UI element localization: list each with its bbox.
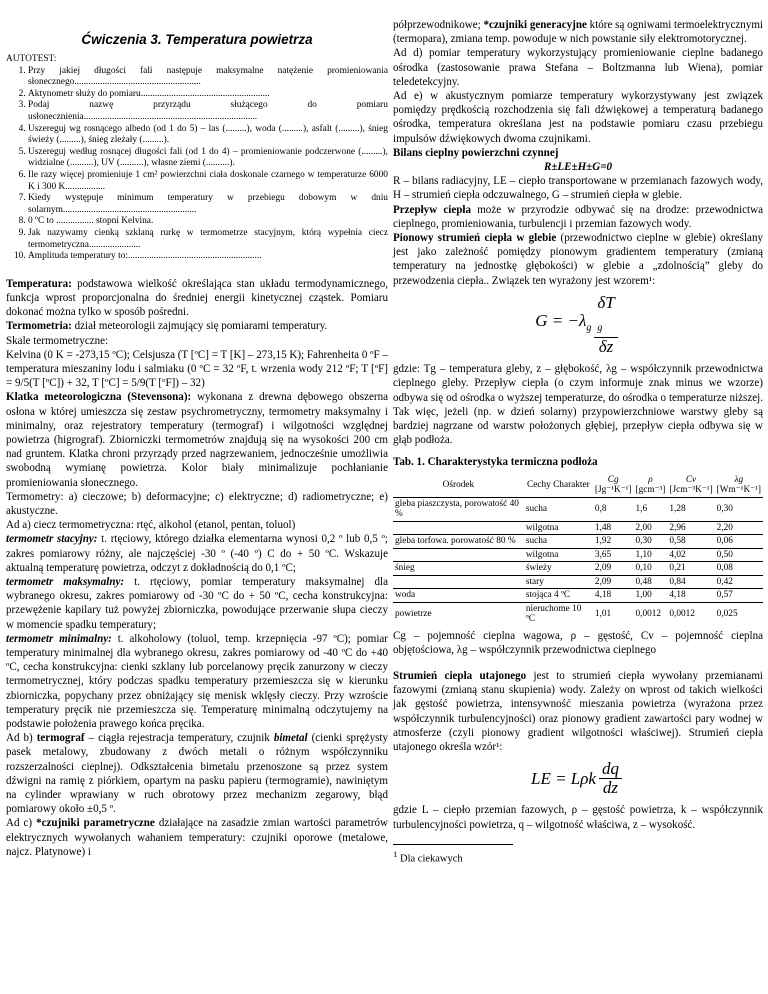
cell-cv: 0,84 [667, 575, 714, 589]
cell-cv: 4,02 [667, 548, 714, 562]
col-rho: ρ [gcm⁻³] [635, 474, 666, 496]
heat-balance-heading: Bilans cieplny powierzchni czynnej [393, 146, 559, 159]
cell-medium: woda [393, 589, 524, 603]
col-lambda: λg [Wm⁻¹K⁻¹] [716, 474, 761, 496]
autotest-section [6, 54, 388, 263]
temperature-definition: Temperatura: podstawowa wielkość określająca stan układu termodynamicznego, funkcja wprost proporcjonalna do średniej energii kinetycznej cząstek. Pomiaru dokonać można tylko w sposób pośredni. [6, 277, 388, 319]
autotest-question: 8. 0 ºC to ................ stopni Kelvina. [28, 216, 388, 228]
min-thermometer: termometr minimalny: t. alkoholowy (toluol, temp. krzepnięcia -97 ºC); pomiar temperatury minimalnej dla wybranego okresu, zakres pomiarowy od -40 ºC do +40 ºC, cecha konstrukcyjna: cienki szklany lub porcelanowy pręcik zanurzony w cieczy termometrycznej, który podczas spadku temperatury przemieszcza się w kierunku zbiorniczka, popychany przez obniżający się menisk wklęsły cieczy. Przy wzroście temperatury pręcik nie przemieszcza się. Temperaturę minimalną odczytujemy na podstawie położenia prawego końca pręcika. [6, 632, 388, 730]
right-column [393, 18, 763, 866]
thermograph-text: Ad b) termograf – ciągła rejestracja temperatury, czujnik bimetal (cienki sprężysty pasek metalowy, zbudowany z dwóch metali o różnym współczynniku rozszerzalności cieplnej). Odkształcenia bimetalu przenoszone są przez system dźwigni na ramię z piórkiem, opartym na pasku papieru (termogramie), nawiniętym na cylinder wprawiany w ruch obrotowy przez mechanizm zegarowy, błąd pomiarowy około ±0,5 º. [6, 732, 388, 816]
scales-heading: Skale termometryczne: [6, 334, 109, 347]
table-row [393, 548, 763, 562]
acoustic-text: Ad e) w akustycznym pomiarze temperatury wykorzystywany jest związek pomiędzy prędkością rozchodzenia się fali dźwiękowej a temperaturą badanego ośrodka, temperatura określana jest na podstawie pomiaru czasu przebiegu impulsów dźwiękowych dwoma czujnikami. [393, 90, 763, 145]
table-row [393, 497, 763, 521]
cell-cg: 1,92 [593, 535, 634, 549]
thermal-properties-table [393, 474, 763, 626]
max-thermometer: termometr maksymalny: t. rtęciowy, pomiar temperatury maksymalnej dla wybranego okresu, zakres pomiarowy od -30 ºC do + 50 ºC, cecha konstrukcyjna: przewężenie kapilary tuż powyżej zbiorniczka, powodujące przerwanie słupa cieczy w momencie spadku temperatury; [6, 575, 388, 631]
cell-feature: nieruchome 10 ºC [524, 602, 593, 626]
heat-flow-text: Przepływ ciepła może w przyrodzie odbywać się na drodze: przewodnictwa cieplnego, promieniowania, turbulencji i przemian fazowych wody. [393, 203, 763, 230]
table-header-row [393, 474, 763, 498]
col-features: Cechy Charakter [527, 479, 590, 490]
autotest-question: 1. Przy jakiej długości fali następuje maksymalne natężenie promieniowania słonecznego...................................................... [28, 66, 388, 89]
cell-cv: 1,28 [667, 497, 714, 521]
cell-lambda: 0,08 [715, 562, 763, 576]
cell-medium: powietrze [393, 602, 524, 626]
generation-sensors: półprzewodnikowe; *czujniki generacyjne które są ogniwami termoelektrycznymi (termopara), zmiana temp. powoduje w nich powstanie siły elektromotorycznej. [393, 19, 764, 46]
cell-feature: sucha [524, 535, 593, 549]
scales-text: Kelvina (0 K = -273,15 ºC); Celsjusza (T [ºC] = T [K] – 273,15 K); Fahrenheita 0 ºF – temperatura mieszaniny lodu i salmiaku (0 ºC = 32 ºF, t. wrzenia wody 212 ºF; T [ºF] = 9/5(T [ºC]) + 32, T [ºC] = 5/9(T [ºF]) – 32) [6, 348, 388, 390]
cell-medium: gleba piaszczysta, porowatość 40 % [393, 497, 524, 521]
autotest-list [6, 66, 388, 263]
table-row [393, 589, 763, 603]
cell-cg: 2,09 [593, 562, 634, 576]
cell-lambda: 0,025 [715, 602, 763, 626]
cell-cv: 4,18 [667, 589, 714, 603]
cell-feature: sucha [524, 497, 593, 521]
autotest-label: AUTOTEST: [6, 54, 57, 64]
cell-rho: 0,30 [633, 535, 667, 549]
autotest-question: 3. Podaj nazwę przyrządu służącego do pomiaru usłonecznienia.......................................................................... [28, 100, 388, 123]
cell-lambda: 0,30 [715, 497, 763, 521]
cell-cv: 0,0012 [667, 602, 714, 626]
cell-rho: 1,6 [633, 497, 667, 521]
page-title: Ćwiczenia 3. Temperatura powietrza [81, 32, 313, 47]
station-thermometer: termometr stacyjny: t. rtęciowy, którego działka elementarna wynosi 0,2 º lub 0,5 º; zakres pomiarowy różny, ale najczęściej -30 º (-40 º) C do + 50 ºC. Wskazuje aktualną temperaturę powietrza, odczyt z dokładnością do 0,1 ºC; [6, 533, 388, 574]
autotest-question: 5. Uszereguj według rosnącej długości fali (od 1 do 4) – promieniowanie podczerwone (.........), widzialne (..........), UV (..........), własne ziemi (..........). [28, 147, 388, 170]
table-legend: Cg – pojemność cieplna wagowa, ρ – gęstość, Cv – pojemność cieplna objętościowa, λg – współczynnik przewodnictwa cieplnego [393, 629, 763, 656]
cell-rho: 0,48 [633, 575, 667, 589]
soil-heat-equation: $G = -\lambda_g$ δT $_g$ δz [393, 294, 763, 356]
cell-rho: 1,10 [633, 548, 667, 562]
thermometer-types: Termometry: a) cieczowe; b) deformacyjne; c) elektryczne; d) radiometryczne; e) akustyczne. [6, 490, 388, 517]
liquid-thermometers: Ad a) ciecz termometryczna: rtęć, alkohol (etanol, pentan, toluol) [6, 519, 296, 532]
cell-cg: 1,01 [593, 602, 634, 626]
table-title: Tab. 1. Charakterystyka termiczna podłoża [393, 456, 598, 469]
parametric-sensors: Ad c) *czujniki parametryczne działające na zasadzie zmian wartości parametrów elektrycznych wywołanych wahaniem temperatury: czujniki oporowe (metalowe, najcz. Platynowe) i [6, 817, 389, 858]
cell-medium [393, 548, 524, 562]
cell-cv: 2,96 [667, 521, 714, 535]
cell-feature: wilgotna [524, 548, 593, 562]
cell-rho: 0,10 [633, 562, 667, 576]
left-column [6, 18, 388, 859]
table-row [393, 602, 763, 626]
heat-balance-equation: R±LE±H±G=0 [543, 161, 613, 174]
cell-cg: 4,18 [593, 589, 634, 603]
cell-lambda: 0,06 [715, 535, 763, 549]
cell-feature: świeży [524, 562, 593, 576]
table-row [393, 535, 763, 549]
cell-rho: 1,00 [633, 589, 667, 603]
autotest-question: 4. Uszereguj wg rosnącego albedo (od 1 do 5) – las (.........), woda (.........), asfalt (.........), śnieg świeży (.........), śnieg zleżały (.........). [28, 124, 388, 147]
table-row [393, 521, 763, 535]
col-cg: Cg [Jg⁻¹K⁻¹] [594, 474, 632, 496]
cell-medium [393, 521, 524, 535]
thermometry-definition: Termometria: dział meteorologii zajmujący się pomiarami temperatury. [6, 320, 328, 333]
col-medium: Ośrodek [442, 479, 475, 490]
footnote-separator [393, 844, 513, 845]
cell-medium: gleba torfowa. porowatość 80 % [393, 535, 524, 549]
footnote: $^1$ Dla ciekawych [393, 848, 463, 865]
heat-balance-legend: R – bilans radiacyjny, LE – ciepło transportowane w przemianach fazowych wody, H – strumień ciepła odczuwalnego, G – strumień ciepła w glebie. [393, 175, 763, 202]
cell-rho: 0,0012 [633, 602, 667, 626]
autotest-question: 2. Aktynometr służy do pomiaru....................................................... [28, 89, 388, 101]
cell-cv: 0,21 [667, 562, 714, 576]
autotest-question: 7. Kiedy występuje minimum temperatury w przebiegu dobowym w dniu solarnym......................................................... [28, 193, 388, 216]
soil-heat-legend: gdzie: Tg – temperatura gleby, z – głębokość, λg – współczynnik przewodnictwa cieplnego gleby. Przepływ ciepła (o czym informuje znak minus we wzorze) odbywa się od ośrodka o wyższej temperaturze, do ośrodka o temperaturze niższej. Tak więc, jeżeli (np. w dzień solarny) przypowierzchniowe warstwy gleby są bardziej nagrzane od warstw położonych głębiej, przepływ ciepła odbywa się w głąb podłoża. [393, 363, 763, 447]
soil-heat-flux-text: Pionowy strumień ciepła w glebie (przewodnictwo cieplne w glebie) określany jest jako zależność pomiędzy pionowym gradientem temperatury (zmianą temperatury na jednostkę głębokości) w glebie a „zdolnością” gleby do przewodzenia ciepła.. Związek ten wyrażony jest wzorem¹: [393, 232, 763, 287]
col-cv: Cv [Jcm⁻³K⁻¹] [669, 474, 713, 496]
cell-medium: śnieg [393, 562, 524, 576]
latent-heat-equation: LE = Lρk $\frac{dq}{dz}$ [393, 760, 763, 797]
table-row [393, 562, 763, 576]
autotest-question: 6. Ile razy więcej promieniuje 1 cm² powierzchni ciała doskonale czarnego w temperaturze 6000 K i 300 K................. [28, 170, 388, 193]
stevenson-screen-text: Klatka meteorologiczna (Stevensona): wykonana z drewna dębowego obszerna osłona w której umieszcza się zestaw psychrometryczny, termometry maksymalny i minimalny, oraz rejestratory temperatury (termograf) i wilgotności względnej powietrza (higrograf). Zbiorniczki termometrów znajdują się na wysokości 200 cm nad gruntem. Klatka chroni przyrządy przed nagrzewaniem, jednocześnie umożliwia swobodną wymianę powietrza. Kolor biały minimalizuje pochłanianie promieniowania słonecznego. [6, 391, 388, 489]
radiometric-text: Ad d) pomiar temperatury wykorzystujący promieniowanie cieplne badanego ośrodka (zastosowanie prawa Stefana – Boltzmanna lub Wiena), pomiar teledetekcyjny. [393, 47, 763, 88]
cell-medium [393, 575, 524, 589]
cell-feature: stojąca 4 ºC [524, 589, 593, 603]
cell-feature: stary [524, 575, 593, 589]
autotest-question: 10. Amplituda temperatury to:......................................................... [28, 251, 388, 263]
cell-lambda: 0,50 [715, 548, 763, 562]
latent-heat-legend: gdzie L – ciepło przemian fazowych, ρ – gęstość powietrza, k – współczynnik turbulencyjności powietrza, q – wilgotność właściwa, z – wysokość. [393, 804, 763, 831]
cell-rho: 2,00 [633, 521, 667, 535]
cell-lambda: 0,42 [715, 575, 763, 589]
latent-heat-text: Strumień ciepła utajonego jest to strumień ciepła wywołany przemianami fazowymi (zmianą stanu skupienia) wody. Zależy on wprost od takich wielkości jak gęstość powietrza, intensywność mieszania powietrza (wyrażona przez współczynnik turbulencyjności) oraz pionowy gradient zawartości pary wodnej w atmosferze (czyli pionowy gradient wilgotności właściwej). Strumień ciepła utajonego określa wzór¹: [393, 670, 763, 754]
cell-cv: 0,58 [667, 535, 714, 549]
cell-feature: wilgotna [524, 521, 593, 535]
cell-cg: 2,09 [593, 575, 634, 589]
cell-cg: 1,48 [593, 521, 634, 535]
cell-cg: 0,8 [593, 497, 634, 521]
cell-lambda: 0,57 [715, 589, 763, 603]
table-row [393, 575, 763, 589]
cell-lambda: 2,20 [715, 521, 763, 535]
cell-cg: 3,65 [593, 548, 634, 562]
autotest-question: 9. Jak nazywamy cienką szklaną rurkę w termometrze stacyjnym, którą wypełnia ciecz termometryczna...................... [28, 228, 388, 251]
